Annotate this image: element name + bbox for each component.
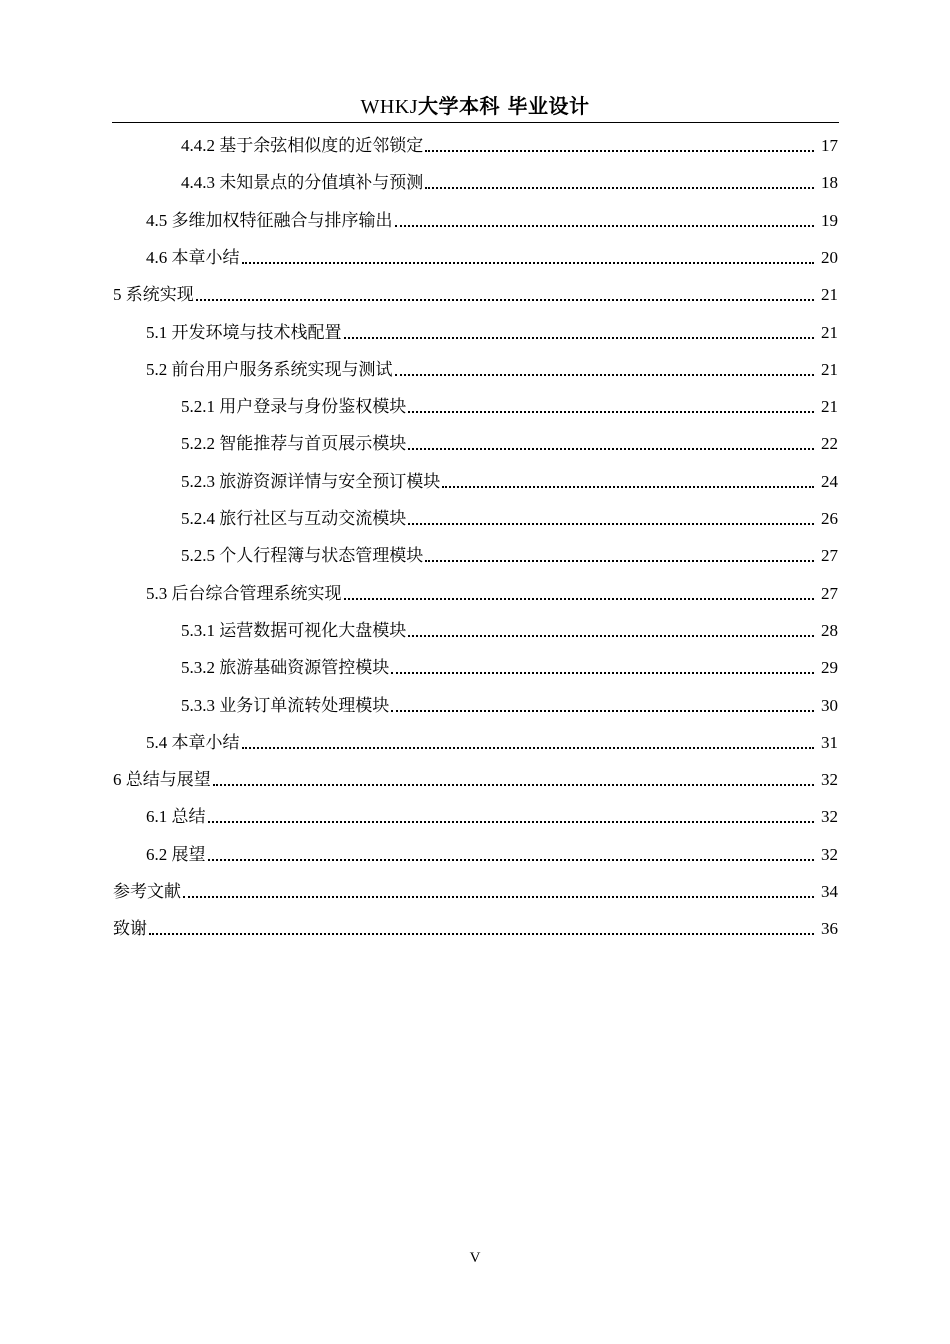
- toc-dot-leader: [408, 396, 814, 418]
- toc-entry[interactable]: [181, 614, 838, 642]
- header-cjk-text: 大学本科 毕业设计: [418, 94, 590, 118]
- toc-entry-label: 6.2 展望: [146, 844, 206, 864]
- toc-entry[interactable]: [146, 577, 838, 605]
- toc-entry-page-number: 29: [821, 658, 838, 678]
- toc-entry-label: 5 系统实现: [113, 285, 194, 305]
- header-latin-text: WHKJ: [360, 96, 419, 118]
- toc-entry-label: 参考文献: [113, 882, 181, 901]
- toc-entry[interactable]: [181, 166, 838, 194]
- toc-entry-label: 5.2.1 用户登录与身份鉴权模块: [181, 397, 407, 417]
- toc-entry-page-number: 34: [821, 882, 838, 901]
- toc-entry-label: 5.2 前台用户服务系统实现与测试: [146, 359, 393, 379]
- header-divider: [112, 122, 839, 123]
- toc-entry[interactable]: [146, 204, 838, 232]
- toc-entry-page-number: 31: [821, 732, 838, 752]
- toc-entry-page-number: 27: [821, 583, 838, 603]
- toc-entry-page-number: 24: [821, 471, 838, 491]
- toc-entry-label: 4.4.3 未知景点的分值填补与预测: [181, 173, 424, 193]
- toc-dot-leader: [425, 172, 814, 194]
- toc-entry[interactable]: [146, 800, 838, 828]
- toc-dot-leader: [208, 806, 815, 828]
- toc-entry-label: 5.2.5 个人行程簿与状态管理模块: [181, 546, 424, 566]
- toc-dot-leader: [344, 322, 815, 344]
- toc-dot-leader: [242, 732, 815, 754]
- toc-entry[interactable]: [181, 539, 838, 567]
- toc-entry[interactable]: [181, 129, 838, 157]
- toc-entry[interactable]: [113, 763, 838, 791]
- toc-entry[interactable]: [181, 689, 838, 717]
- toc-dot-leader: [344, 583, 815, 605]
- toc-entry[interactable]: [146, 241, 838, 269]
- toc-entry-label: 4.4.2 基于余弦相似度的近邻锁定: [181, 136, 424, 155]
- toc-entry[interactable]: [146, 726, 838, 754]
- toc-entry-label: 6 总结与展望: [113, 770, 211, 790]
- toc-entry-label: 5.3 后台综合管理系统实现: [146, 583, 342, 603]
- toc-entry-label: 5.4 本章小结: [146, 732, 240, 752]
- toc-dot-leader: [425, 135, 814, 157]
- toc-dot-leader: [442, 471, 814, 493]
- toc-dot-leader: [391, 657, 814, 679]
- toc-entry-label: 4.5 多维加权特征融合与排序输出: [146, 210, 393, 230]
- toc-dot-leader: [408, 620, 814, 642]
- toc-dot-leader: [242, 247, 815, 269]
- toc-entry[interactable]: [146, 838, 838, 866]
- toc-dot-leader: [408, 433, 814, 455]
- toc-entry-page-number: 22: [821, 434, 838, 454]
- toc-dot-leader: [183, 881, 814, 903]
- footer-page-number: V: [469, 1250, 481, 1266]
- toc-entry-label: 致谢: [113, 919, 147, 939]
- toc-dot-leader: [408, 508, 814, 530]
- toc-entry[interactable]: [181, 427, 838, 455]
- toc-entry-page-number: 18: [821, 173, 838, 193]
- toc-entry-label: 5.3.2 旅游基础资源管控模块: [181, 658, 390, 678]
- toc-entry-label: 5.3.1 运营数据可视化大盘模块: [181, 620, 407, 640]
- toc-entry-label: 5.3.3 业务订单流转处理模块: [181, 695, 390, 715]
- toc-entry-page-number: 27: [821, 546, 838, 566]
- toc-entry[interactable]: [113, 912, 838, 940]
- toc-entry-label: 5.2.4 旅行社区与互动交流模块: [181, 509, 407, 528]
- toc-entry-page-number: 36: [821, 919, 838, 939]
- toc-dot-leader: [395, 359, 815, 381]
- toc-entry-page-number: 32: [821, 807, 838, 827]
- toc-entry-label: 6.1 总结: [146, 807, 206, 827]
- toc-entry-page-number: 21: [821, 322, 838, 342]
- toc-dot-leader: [196, 284, 814, 306]
- toc-dot-leader: [213, 769, 814, 791]
- toc-entry-page-number: 30: [821, 695, 838, 715]
- toc-entry[interactable]: [181, 651, 838, 679]
- toc-dot-leader: [391, 695, 814, 717]
- toc-entry-label: 5.2.3 旅游资源详情与安全预订模块: [181, 471, 441, 491]
- toc-entry-label: 5.2.2 智能推荐与首页展示模块: [181, 434, 407, 454]
- toc-entry[interactable]: [181, 502, 838, 530]
- toc-entry-label: 5.1 开发环境与技术栈配置: [146, 322, 342, 342]
- toc-entry-page-number: 19: [821, 210, 838, 230]
- toc-entry-page-number: 32: [821, 770, 838, 790]
- toc-entry[interactable]: [181, 465, 838, 493]
- toc-entry[interactable]: [113, 875, 838, 903]
- page-header-title: [0, 92, 950, 121]
- toc-entry-page-number: 20: [821, 247, 838, 267]
- toc-entry[interactable]: [146, 353, 838, 381]
- toc-entry-page-number: 21: [821, 359, 838, 379]
- toc-dot-leader: [425, 545, 814, 567]
- toc-dot-leader: [208, 844, 815, 866]
- toc-entry-label: 4.6 本章小结: [146, 247, 240, 267]
- toc-dot-leader: [149, 918, 814, 940]
- toc-entry-page-number: 21: [821, 285, 838, 305]
- toc-entry[interactable]: [113, 278, 838, 306]
- toc-dot-leader: [395, 210, 815, 232]
- toc-entry-page-number: 26: [821, 509, 838, 528]
- toc-entry-page-number: 21: [821, 397, 838, 417]
- toc-entry-page-number: 32: [821, 844, 838, 864]
- toc-entry-page-number: 28: [821, 620, 838, 640]
- toc-entry[interactable]: [146, 316, 838, 344]
- toc-entry[interactable]: [181, 390, 838, 418]
- toc-entry-page-number: 17: [821, 136, 838, 155]
